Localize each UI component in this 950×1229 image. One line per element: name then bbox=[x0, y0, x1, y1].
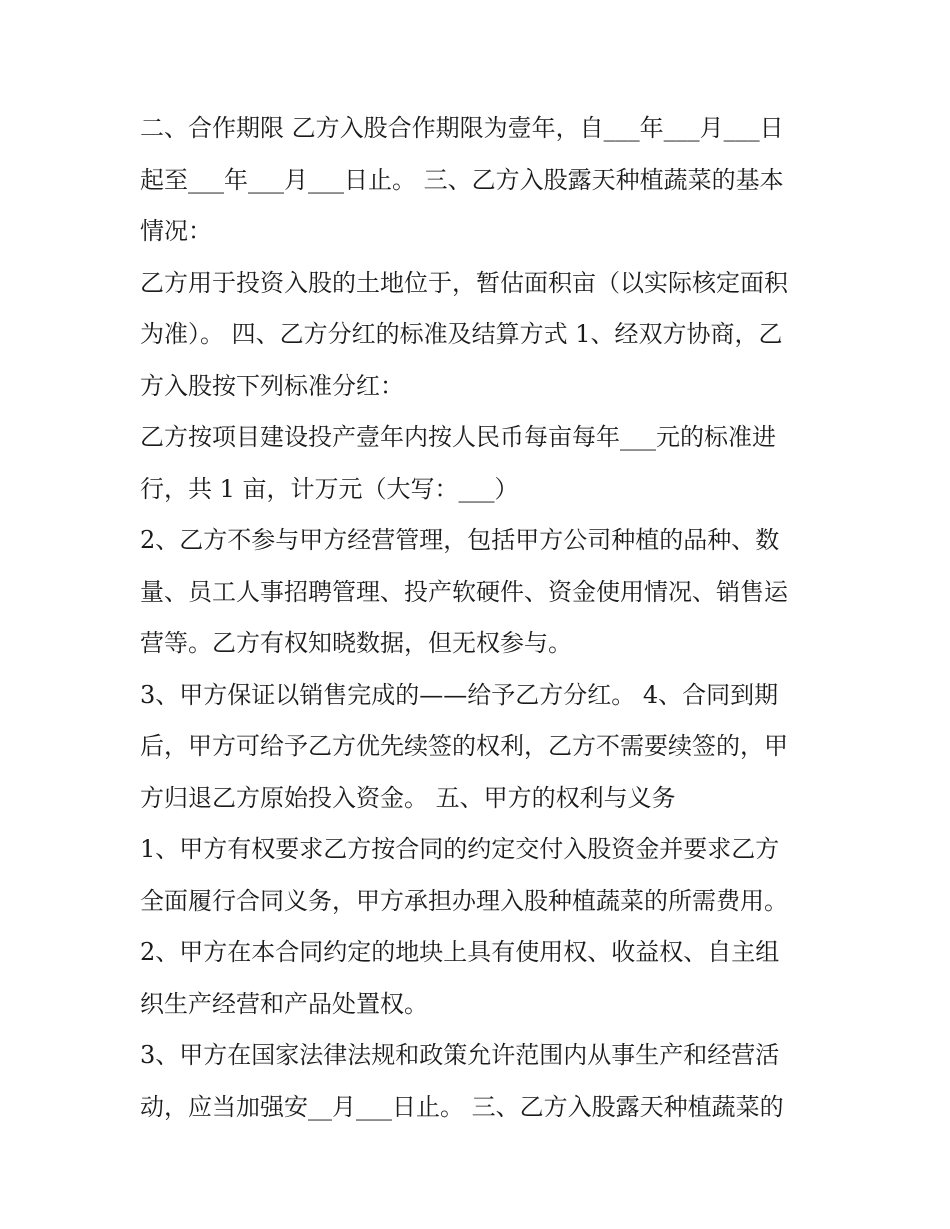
text-line: 情况： bbox=[140, 217, 212, 245]
text-line: 方归退乙方原始投入资金。 五、甲方的权利与义务 bbox=[140, 783, 676, 812]
text-line: 方入股按下列标准分红： bbox=[140, 371, 404, 400]
text-line: 二、合作期限 乙方入股合作期限为壹年，自___年___月___日 bbox=[140, 114, 784, 142]
text-line: 为准）。 四、乙方分红的标准及结算方式 1、经双方协商，乙 bbox=[140, 320, 783, 348]
text-line: 行，共 1 亩，计万元（大写：___） bbox=[140, 474, 519, 503]
text-line: 乙方用于投资入股的土地位于，暂估面积亩（以实际核定面积 bbox=[140, 268, 788, 297]
text-line: 量、员工人事招聘管理、投产软硬件、资金使用情况、销售运 bbox=[140, 577, 788, 606]
text-line: 起至___年___月___日止。 三、乙方入股露天种植蔬菜的基本 bbox=[140, 165, 784, 194]
text-line: 织生产经营和产品处置权。 bbox=[140, 989, 428, 1018]
text-line: 后，甲方可给予乙方优先续签的权利，乙方不需要续签的，甲 bbox=[140, 732, 788, 760]
text-line: 营等。乙方有权知晓数据，但无权参与。 bbox=[140, 629, 572, 657]
text-line: 3、甲方在国家法律法规和政策允许范围内从事生产和经营活 bbox=[140, 1041, 780, 1069]
text-line: 2、乙方不参与甲方经营管理，包括甲方公司种植的品种、数 bbox=[140, 526, 780, 554]
text-line: 动，应当加强安__月___日止。 三、乙方入股露天种植蔬菜的 bbox=[140, 1092, 784, 1121]
text-line: 全面履行合同义务，甲方承担办理入股种植蔬菜的所需费用。 bbox=[140, 886, 788, 915]
contract-body-text bbox=[140, 103, 820, 1133]
text-line: 乙方按项目建设投产壹年内按人民币每亩每年___元的标准进 bbox=[140, 423, 776, 451]
text-line: 1、甲方有权要求乙方按合同的约定交付入股资金并要求乙方 bbox=[140, 835, 780, 863]
text-line: 3、甲方保证以销售完成的——给予乙方分红。 4、合同到期 bbox=[140, 680, 779, 709]
text-line: 2、甲方在本合同约定的地块上具有使用权、收益权、自主组 bbox=[140, 938, 780, 966]
